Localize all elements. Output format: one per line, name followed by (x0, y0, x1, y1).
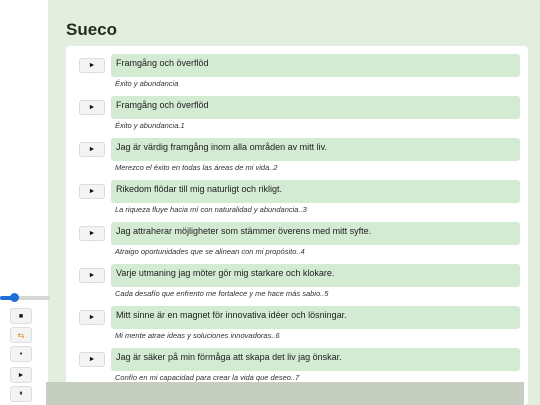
play-button[interactable] (79, 268, 105, 283)
swedish-text: Framgång och överflöd (111, 96, 520, 119)
stop-button[interactable] (10, 308, 32, 324)
play-button[interactable] (79, 100, 105, 115)
spanish-translation: Cada desafío que enfrento me fortalece y me hace más sabio..5 (115, 289, 329, 298)
stop-icon: ■ (18, 312, 24, 320)
play-icon: ► (88, 188, 96, 195)
spanish-translation: Mi mente atrae ideas y soluciones innovadoras..6 (115, 331, 280, 340)
play-button[interactable] (79, 226, 105, 241)
play-icon: ► (88, 272, 96, 279)
play-all-button[interactable] (10, 367, 32, 383)
pause-icon: ⏸ (19, 390, 23, 397)
dot-button[interactable] (10, 346, 32, 362)
phrase-row (66, 88, 528, 130)
player-sidebar (0, 0, 48, 405)
loop-button[interactable] (10, 327, 32, 343)
swedish-text: Mitt sinne är en magnet för innovativa idéer och lösningar. (111, 306, 520, 329)
play-button[interactable] (79, 184, 105, 199)
progress-slider[interactable] (0, 296, 50, 300)
phrase-row (66, 256, 528, 298)
page-title: Sueco (66, 20, 118, 39)
spanish-translation: Éxito y abundancia (115, 79, 179, 88)
pause-button[interactable] (10, 386, 32, 402)
spanish-translation: Atraigo oportunidades que se alinean con mi propósito..4 (115, 247, 305, 256)
bottom-bar (46, 382, 524, 405)
spanish-translation: Confío en mi capacidad para crear la vida que deseo..7 (115, 373, 300, 382)
swedish-text: Jag attraherar möjligheter som stämmer överens med mitt syfte. (111, 222, 520, 245)
swedish-text: Rikedom flödar till mig naturligt och rikligt. (111, 180, 520, 203)
play-button[interactable] (79, 352, 105, 367)
swedish-text: Framgång och överflöd (111, 54, 520, 77)
spanish-translation: Éxito y abundancia.1 (115, 121, 185, 130)
phrase-row (66, 214, 528, 256)
play-icon: ► (88, 146, 96, 153)
play-icon: ► (88, 356, 96, 363)
phrase-row (66, 130, 528, 172)
phrase-list (66, 46, 528, 405)
spanish-translation: Merezco el éxito en todas las áreas de mi vida..2 (115, 163, 278, 172)
play-icon: ► (88, 104, 96, 111)
play-icon: ► (17, 371, 25, 379)
phrase-row (66, 298, 528, 340)
progress-slider-thumb[interactable] (10, 293, 19, 302)
phrase-row (66, 340, 528, 382)
play-icon: ► (88, 230, 96, 237)
swedish-text: Jag är värdig framgång inom alla områden av mitt liv. (111, 138, 520, 161)
play-icon: ► (88, 62, 96, 69)
play-button[interactable] (79, 310, 105, 325)
phrase-row (66, 172, 528, 214)
play-button[interactable] (79, 58, 105, 73)
spanish-translation: La riqueza fluye hacia mí con naturalidad y abundancia..3 (115, 205, 307, 214)
play-icon: ► (88, 314, 96, 321)
play-button[interactable] (79, 142, 105, 157)
swedish-text: Jag är säker på min förmåga att skapa det liv jag önskar. (111, 348, 520, 371)
phrase-row (66, 46, 528, 88)
swedish-text: Varje utmaning jag möter gör mig starkare och klokare. (111, 264, 520, 287)
dot-icon: • (19, 350, 23, 358)
loop-icon: ⇆ (17, 330, 25, 340)
